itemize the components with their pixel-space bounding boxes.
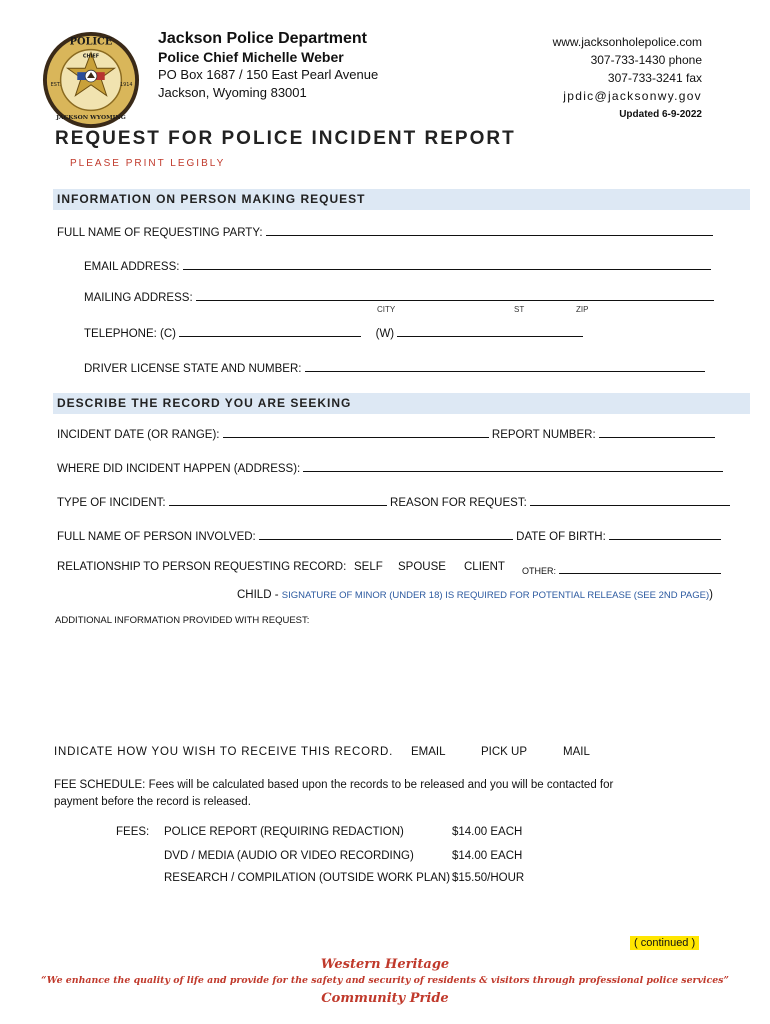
driver-license-field[interactable] xyxy=(305,360,705,372)
additional-info-label: ADDITIONAL INFORMATION PROVIDED WITH REQUEST: xyxy=(55,615,310,626)
incident-type-row xyxy=(57,494,730,509)
seal-right-text: 1914 xyxy=(120,81,133,88)
incident-type-field[interactable] xyxy=(169,494,387,506)
seal-left-text: EST. xyxy=(50,81,61,88)
header-right xyxy=(553,33,702,105)
website-link[interactable]: www.jacksonholepolice.com xyxy=(552,35,702,49)
fax-number: 307-733-3241 fax xyxy=(607,71,702,85)
footer-motto: “We enhance the quality of life and provide for the safety and security of residents & visitors through professional police services” xyxy=(41,975,729,986)
zip-caption: ZIP xyxy=(576,305,589,314)
telephone-work-label: (W) xyxy=(375,328,395,340)
receive-option-email[interactable]: EMAIL xyxy=(411,746,446,758)
fee-schedule-line-2: payment before the record is released. xyxy=(54,796,251,808)
form-title: REQUEST FOR POLICE INCIDENT REPORT xyxy=(55,128,516,149)
header-left xyxy=(158,30,378,102)
relationship-other-label: OTHER: xyxy=(522,566,557,576)
telephone-cell-label: TELEPHONE: (C) xyxy=(84,328,177,340)
telephone-row xyxy=(84,325,583,340)
relationship-spouse[interactable]: SPOUSE xyxy=(398,561,446,573)
driver-license-label: DRIVER LICENSE STATE AND NUMBER: xyxy=(84,363,302,375)
updated-date: Updated 6-9-2022 xyxy=(619,109,702,120)
relationship-child[interactable]: CHILD - xyxy=(237,589,279,601)
relationship-self[interactable]: SELF xyxy=(354,561,383,573)
telephone-work-field[interactable] xyxy=(397,325,583,337)
relationship-label: RELATIONSHIP TO PERSON REQUESTING RECORD: xyxy=(57,561,347,573)
phone-number: 307-733-1430 phone xyxy=(590,53,702,67)
seal-bottom-text: JACKSON WYOMING xyxy=(56,114,126,122)
mailing-address-row xyxy=(84,289,714,304)
relationship-client[interactable]: CLIENT xyxy=(464,561,505,573)
dob-label: DATE OF BIRTH: xyxy=(516,531,606,543)
email-label: EMAIL ADDRESS: xyxy=(84,261,180,273)
receive-option-pickup[interactable]: PICK UP xyxy=(481,746,528,758)
person-involved-field[interactable] xyxy=(259,528,513,540)
report-number-field[interactable] xyxy=(599,426,715,438)
incident-type-label: TYPE OF INCIDENT: xyxy=(57,497,166,509)
full-name-field[interactable] xyxy=(266,224,713,236)
section-record-header: DESCRIBE THE RECORD YOU ARE SEEKING xyxy=(53,393,750,414)
incident-date-label: INCIDENT DATE (OR RANGE): xyxy=(57,429,220,441)
child-note-close: ) xyxy=(709,589,713,601)
fee-price-3: $15.50/HOUR xyxy=(452,872,525,884)
receive-option-mail[interactable]: MAIL xyxy=(563,746,590,758)
fee-item-1: POLICE REPORT (REQUIRING REDACTION) xyxy=(164,826,404,838)
department-name: Jackson Police Department xyxy=(158,30,367,47)
footer-heritage: Western Heritage xyxy=(320,957,450,972)
reason-field[interactable] xyxy=(530,494,730,506)
child-signature-note: SIGNATURE OF MINOR (UNDER 18) IS REQUIRED FOR POTENTIAL RELEASE (SEE 2ND PAGE) xyxy=(281,590,710,601)
dob-field[interactable] xyxy=(609,528,721,540)
incident-date-row xyxy=(57,426,715,441)
continued-badge: ( continued ) xyxy=(630,936,699,950)
relationship-child-row xyxy=(237,589,713,601)
driver-license-row xyxy=(84,360,705,375)
seal-chief-text: CHIEF xyxy=(82,53,100,60)
receive-method-label: INDICATE HOW YOU WISH TO RECEIVE THIS RECORD. xyxy=(54,746,394,758)
additional-info-area[interactable] xyxy=(55,630,745,730)
section-requester-header: INFORMATION ON PERSON MAKING REQUEST xyxy=(53,189,750,210)
address-line-1: PO Box 1687 / 150 East Pearl Avenue xyxy=(158,67,379,82)
police-seal-logo xyxy=(42,31,140,129)
address-line-2: Jackson, Wyoming 83001 xyxy=(158,85,307,100)
report-number-label: REPORT NUMBER: xyxy=(491,429,596,441)
incident-location-field[interactable] xyxy=(303,460,723,472)
email-row xyxy=(84,258,711,273)
relationship-row xyxy=(57,561,346,573)
email-field[interactable] xyxy=(183,258,711,270)
footer-pride: Community Pride xyxy=(321,991,449,1006)
form-subtitle: PLEASE PRINT LEGIBLY xyxy=(70,158,226,169)
incident-location-label: WHERE DID INCIDENT HAPPEN (ADDRESS): xyxy=(57,463,301,475)
fee-item-3: RESEARCH / COMPILATION (OUTSIDE WORK PLAN) xyxy=(164,872,451,884)
incident-location-row xyxy=(57,460,723,475)
incident-date-field[interactable] xyxy=(223,426,489,438)
chief-name: Police Chief Michelle Weber xyxy=(158,49,344,65)
fee-price-1: $14.00 EACH xyxy=(452,826,523,838)
telephone-cell-field[interactable] xyxy=(179,325,361,337)
full-name-label: FULL NAME OF REQUESTING PARTY: xyxy=(57,227,263,239)
seal-top-text: POLICE xyxy=(69,36,113,48)
person-involved-row xyxy=(57,528,721,543)
city-caption: CITY xyxy=(377,305,396,314)
full-name-row xyxy=(57,224,713,239)
mailing-address-label: MAILING ADDRESS: xyxy=(84,292,193,304)
relationship-other-row xyxy=(522,562,721,577)
fee-schedule-line-1: FEE SCHEDULE: Fees will be calculated based upon the records to be released and you will be contacted for xyxy=(54,779,614,791)
mailing-address-field[interactable] xyxy=(196,289,714,301)
fees-label: FEES: xyxy=(116,826,150,838)
email-link[interactable]: jpdic@jacksonwy.gov xyxy=(563,89,702,103)
fee-price-2: $14.00 EACH xyxy=(452,850,523,862)
fee-item-2: DVD / MEDIA (AUDIO OR VIDEO RECORDING) xyxy=(164,850,414,862)
person-involved-label: FULL NAME OF PERSON INVOLVED: xyxy=(57,531,256,543)
state-caption: ST xyxy=(514,305,525,314)
relationship-other-field[interactable] xyxy=(559,562,721,574)
reason-label: REASON FOR REQUEST: xyxy=(390,497,527,509)
